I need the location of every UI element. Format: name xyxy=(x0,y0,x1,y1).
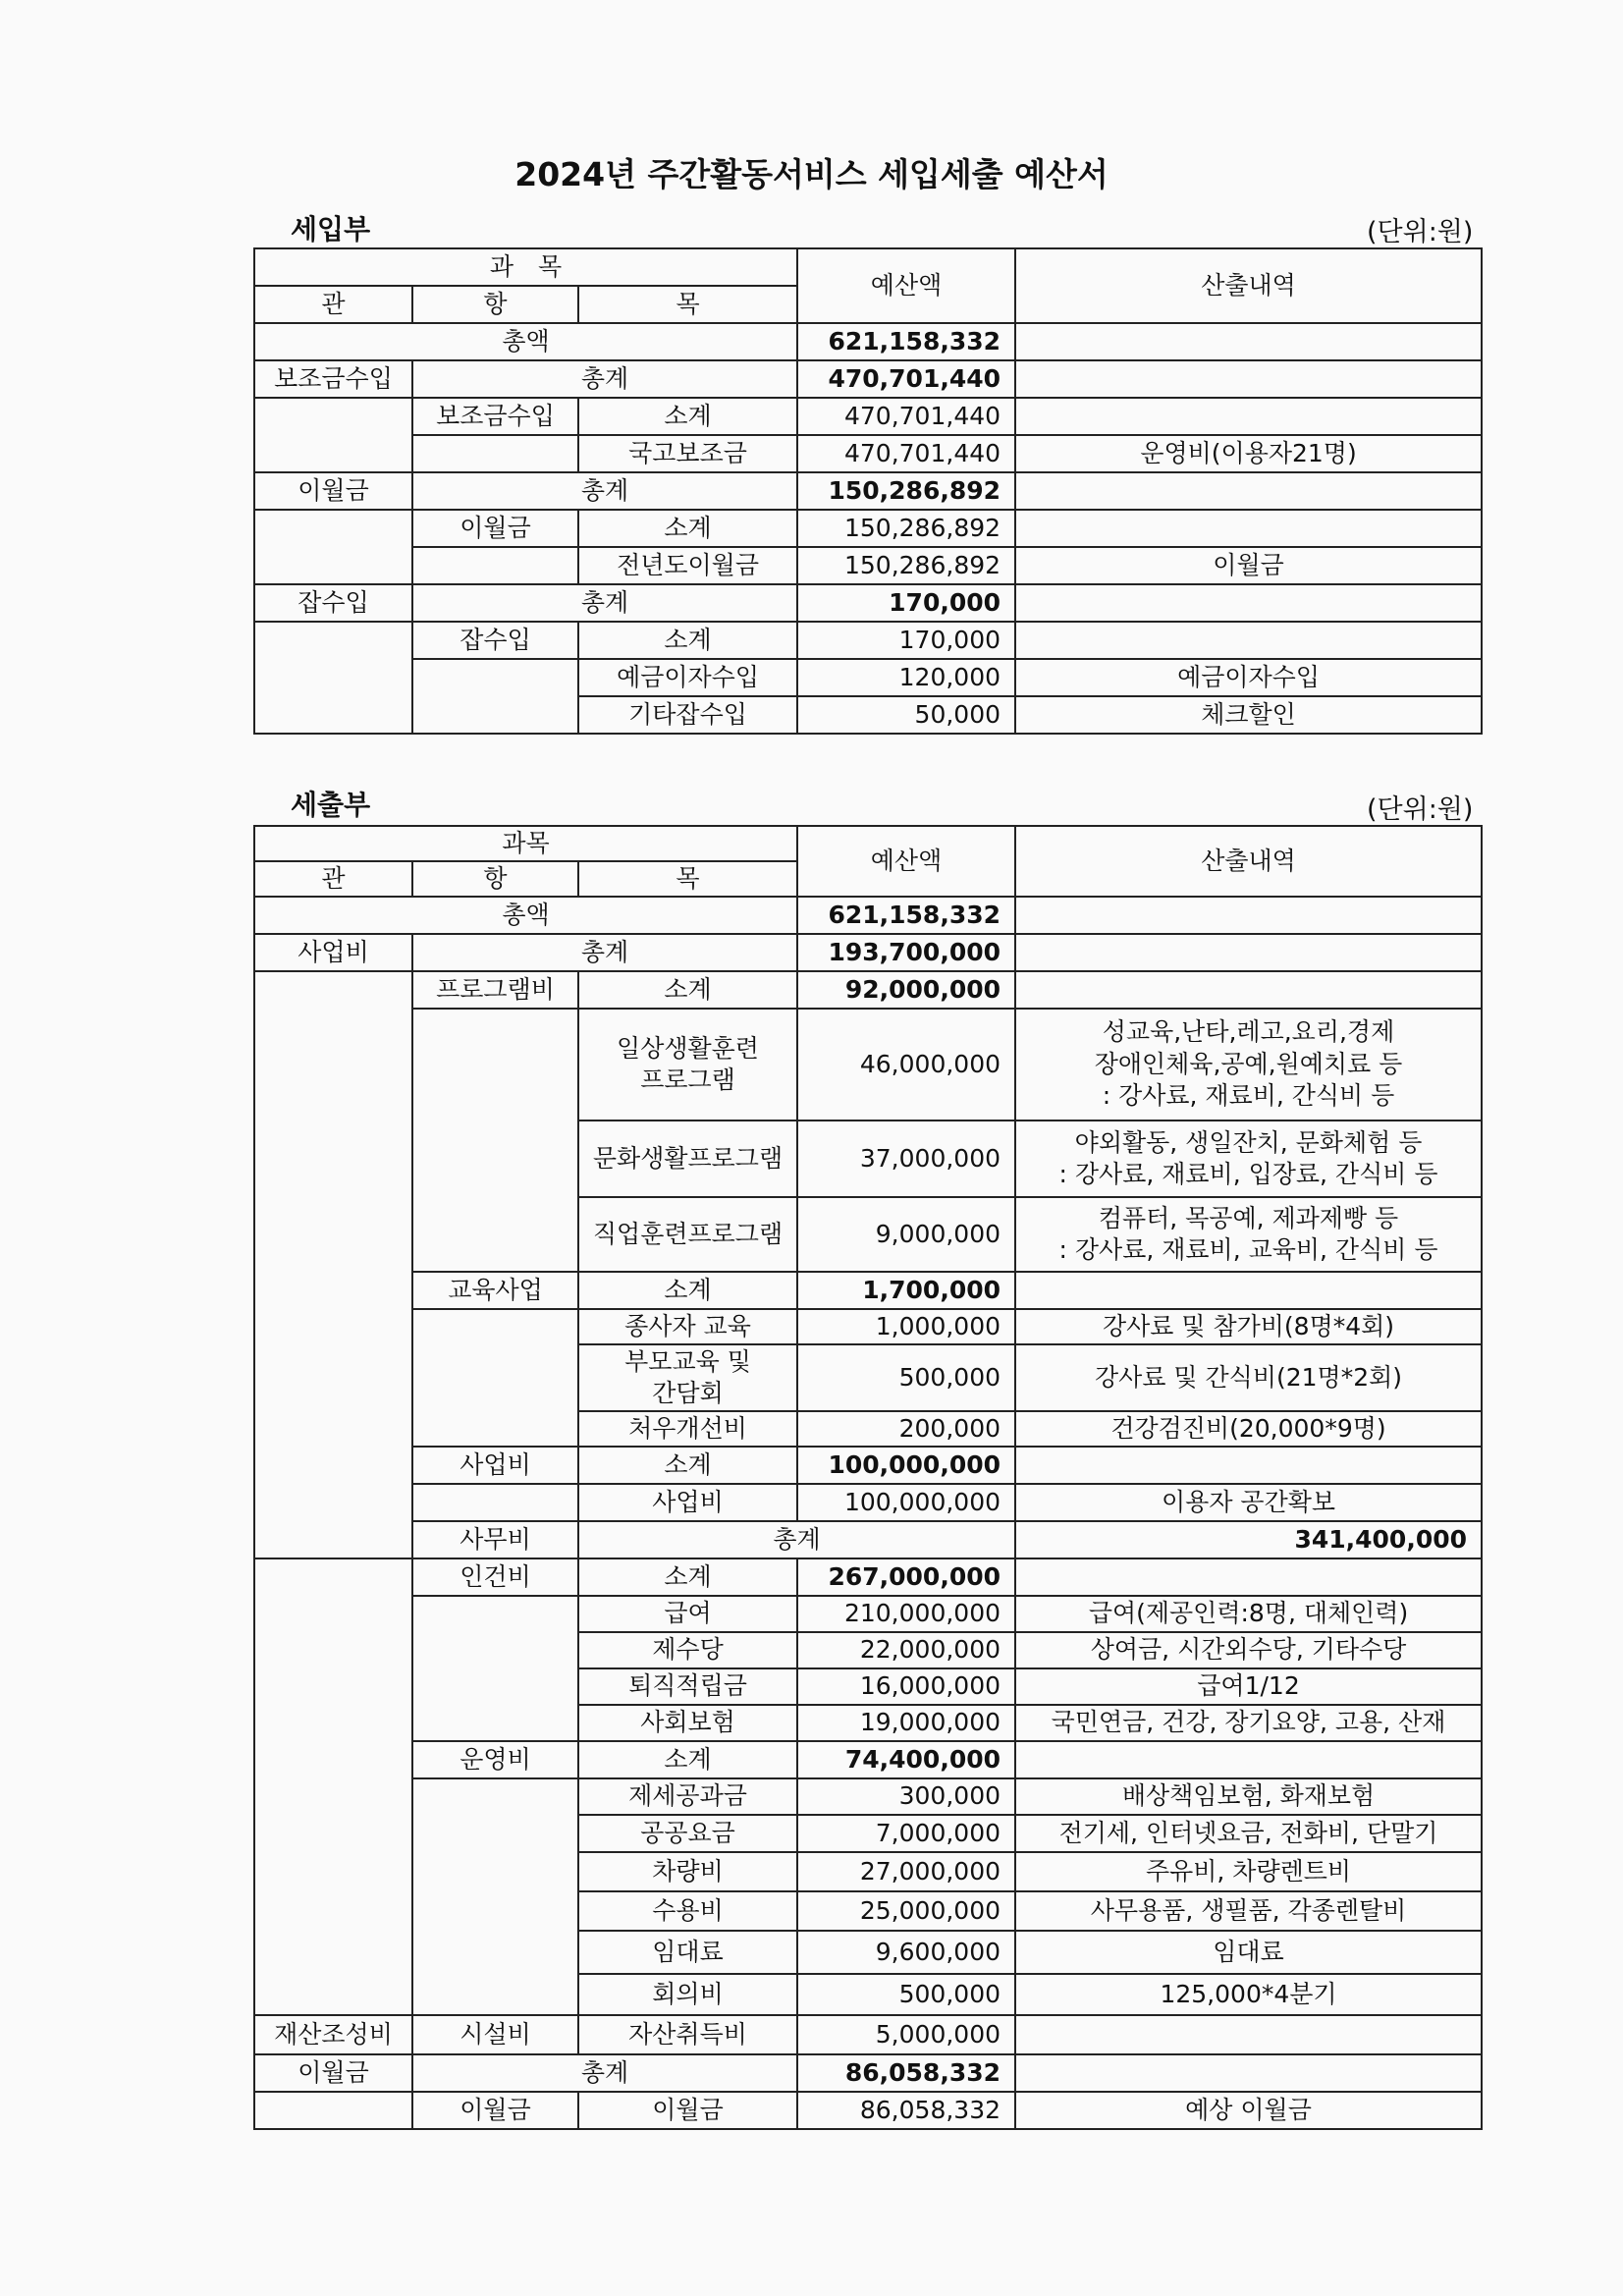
detail-cell: 전기세, 인터넷요금, 전화비, 단말기 xyxy=(1015,1815,1482,1852)
hang-cell: 잡수입 xyxy=(412,622,578,659)
mok-cell: 사업비 xyxy=(578,1484,797,1521)
expense-total-row xyxy=(254,897,1482,934)
amount-cell: 5,000,000 xyxy=(797,2015,1015,2054)
gwan-cell xyxy=(254,510,412,584)
total-label-cell: 총계 xyxy=(412,2054,797,2092)
income-total-detail xyxy=(1015,323,1482,360)
mok-cell: 소계 xyxy=(578,1447,797,1484)
mok-cell: 제세공과금 xyxy=(578,1778,797,1815)
income-total-row xyxy=(254,323,1482,360)
income-amount-header: 예산액 xyxy=(797,248,1015,323)
table-row xyxy=(254,1009,1482,1121)
detail-cell: 국민연금, 건강, 장기요양, 고용, 산재 xyxy=(1015,1705,1482,1741)
table-row xyxy=(254,547,1482,584)
amount-cell: 470,701,440 xyxy=(797,435,1015,472)
detail-cell xyxy=(1015,2054,1482,2092)
expense-mok-header: 목 xyxy=(578,861,797,897)
detail-cell: 이용자 공간확보 xyxy=(1015,1484,1482,1521)
gwan-cell xyxy=(254,971,412,1558)
income-mok-header: 목 xyxy=(578,286,797,323)
table-row xyxy=(254,1447,1482,1484)
hang-cell: 사업비 xyxy=(412,1447,578,1484)
hang-cell: 보조금수입 xyxy=(412,398,578,435)
detail-line: 컴퓨터, 목공예, 제과제빵 등 xyxy=(1098,1203,1399,1232)
mok-cell: 임대료 xyxy=(578,1931,797,1974)
amount-cell: 210,000,000 xyxy=(797,1596,1015,1632)
hang-cell: 교육사업 xyxy=(412,1272,578,1309)
mok-cell: 소계 xyxy=(578,1741,797,1778)
mok-cell: 회의비 xyxy=(578,1974,797,2015)
gwan-cell xyxy=(254,398,412,472)
hang-cell: 시설비 xyxy=(412,2015,578,2054)
detail-cell: 강사료 및 간식비(21명*2회) xyxy=(1015,1344,1482,1411)
income-hang-header: 항 xyxy=(412,286,578,323)
hang-cell xyxy=(412,547,578,584)
mok-cell: 소계 xyxy=(578,1272,797,1309)
detail-cell xyxy=(1015,398,1482,435)
income-header-row xyxy=(254,248,1482,286)
amount-cell: 100,000,000 xyxy=(797,1447,1015,1484)
amount-cell: 27,000,000 xyxy=(797,1852,1015,1891)
amount-cell: 470,701,440 xyxy=(797,360,1015,398)
hang-cell: 운영비 xyxy=(412,1741,578,1778)
amount-cell: 1,700,000 xyxy=(797,1272,1015,1309)
detail-cell: 임대료 xyxy=(1015,1931,1482,1974)
total-label-cell: 총계 xyxy=(412,584,797,622)
detail-line: : 강사료, 재료비, 입장료, 간식비 등 xyxy=(1058,1160,1438,1188)
mok-cell: 자산취득비 xyxy=(578,2015,797,2054)
table-row xyxy=(254,510,1482,547)
detail-cell xyxy=(1015,1009,1482,1121)
amount-cell: 267,000,000 xyxy=(797,1558,1015,1596)
gwan-cell: 재산조성비 xyxy=(254,2015,412,2054)
expense-detail-header: 산출내역 xyxy=(1015,826,1482,897)
mok-line: 일상생활훈련 xyxy=(617,1033,759,1063)
hang-cell: 이월금 xyxy=(412,2092,578,2129)
mok-cell: 이월금 xyxy=(578,2092,797,2129)
expense-hang-header: 항 xyxy=(412,861,578,897)
expense-unit-label: (단위:원) xyxy=(1367,794,1474,825)
detail-cell: 급여1/12 xyxy=(1015,1668,1482,1705)
hang-cell xyxy=(412,435,578,472)
table-row xyxy=(254,1309,1482,1344)
total-label-cell: 총계 xyxy=(412,934,797,971)
amount-cell: 150,286,892 xyxy=(797,472,1015,510)
gwan-cell: 이월금 xyxy=(254,2054,412,2092)
amount-cell: 500,000 xyxy=(797,1974,1015,2015)
amount-cell: 150,286,892 xyxy=(797,547,1015,584)
amount-cell: 46,000,000 xyxy=(797,1009,1015,1121)
document-title: 2024년 주간활동서비스 세입세출 예산서 xyxy=(514,155,1109,193)
detail-cell xyxy=(1015,1197,1482,1272)
amount-cell: 86,058,332 xyxy=(797,2054,1015,2092)
expense-header-row xyxy=(254,826,1482,861)
income-total-label: 총액 xyxy=(254,323,797,360)
detail-cell: 사무용품, 생필품, 각종렌탈비 xyxy=(1015,1891,1482,1931)
table-row xyxy=(254,1596,1482,1632)
detail-cell xyxy=(1015,1741,1482,1778)
table-row xyxy=(254,1558,1482,1596)
table-row xyxy=(254,2092,1482,2129)
table-row xyxy=(254,584,1482,622)
amount-cell: 25,000,000 xyxy=(797,1891,1015,1931)
mok-cell: 공공요금 xyxy=(578,1815,797,1852)
mok-cell: 소계 xyxy=(578,398,797,435)
amount-cell: 16,000,000 xyxy=(797,1668,1015,1705)
detail-cell xyxy=(1015,622,1482,659)
detail-line: 야외활동, 생일잔치, 문화체험 등 xyxy=(1074,1127,1423,1157)
mok-line: 프로그램 xyxy=(640,1066,735,1094)
table-row xyxy=(254,2054,1482,2092)
table-row xyxy=(254,1484,1482,1521)
amount-cell: 19,000,000 xyxy=(797,1705,1015,1741)
expense-gwan-header: 관 xyxy=(254,861,412,897)
mok-cell: 사회보험 xyxy=(578,1705,797,1741)
income-detail-header: 산출내역 xyxy=(1015,248,1482,323)
income-unit-label: (단위:원) xyxy=(1367,217,1474,247)
amount-cell: 200,000 xyxy=(797,1411,1015,1447)
detail-line: 성교육,난타,레고,요리,경제 xyxy=(1102,1017,1395,1047)
mok-cell: 예금이자수입 xyxy=(578,659,797,696)
gwan-cell: 보조금수입 xyxy=(254,360,412,398)
detail-cell: 예금이자수입 xyxy=(1015,659,1482,696)
expense-section-label: 세출부 xyxy=(291,789,371,821)
mok-cell: 소계 xyxy=(578,1558,797,1596)
detail-cell: 운영비(이용자21명) xyxy=(1015,435,1482,472)
detail-cell: 강사료 및 참가비(8명*4회) xyxy=(1015,1309,1482,1344)
detail-cell xyxy=(1015,510,1482,547)
mok-cell: 차량비 xyxy=(578,1852,797,1891)
amount-cell: 341,400,000 xyxy=(1015,1521,1482,1558)
mok-cell: 직업훈련프로그램 xyxy=(578,1197,797,1272)
amount-cell: 22,000,000 xyxy=(797,1632,1015,1668)
amount-cell: 150,286,892 xyxy=(797,510,1015,547)
amount-cell: 92,000,000 xyxy=(797,971,1015,1009)
mok-cell: 급여 xyxy=(578,1596,797,1632)
table-row xyxy=(254,971,1482,1009)
gwan-cell: 사업비 xyxy=(254,934,412,971)
amount-cell: 86,058,332 xyxy=(797,2092,1015,2129)
detail-cell: 이월금 xyxy=(1015,547,1482,584)
mok-cell: 기타잡수입 xyxy=(578,696,797,734)
table-row xyxy=(254,1778,1482,1815)
mok-cell: 전년도이월금 xyxy=(578,547,797,584)
table-row xyxy=(254,934,1482,971)
table-row xyxy=(254,1272,1482,1309)
table-row xyxy=(254,1741,1482,1778)
detail-cell: 체크할인 xyxy=(1015,696,1482,734)
table-row xyxy=(254,2015,1482,2054)
hang-cell: 프로그램비 xyxy=(412,971,578,1009)
detail-cell xyxy=(1015,971,1482,1009)
expense-subject-header: 과목 xyxy=(254,826,797,861)
hang-cell xyxy=(412,1309,578,1447)
gwan-cell: 이월금 xyxy=(254,472,412,510)
detail-cell: 급여(제공인력:8명, 대체인력) xyxy=(1015,1596,1482,1632)
hang-cell: 이월금 xyxy=(412,510,578,547)
detail-line: 장애인체육,공예,원예치료 등 xyxy=(1094,1049,1403,1078)
detail-cell: 상여금, 시간외수당, 기타수당 xyxy=(1015,1632,1482,1668)
hang-cell xyxy=(412,1596,578,1741)
amount-cell: 50,000 xyxy=(797,696,1015,734)
mok-cell: 소계 xyxy=(578,510,797,547)
amount-cell: 100,000,000 xyxy=(797,1484,1015,1521)
table-row xyxy=(254,435,1482,472)
amount-cell: 170,000 xyxy=(797,622,1015,659)
detail-cell: 건강검진비(20,000*9명) xyxy=(1015,1411,1482,1447)
table-row xyxy=(254,1521,1482,1558)
amount-cell: 500,000 xyxy=(797,1344,1015,1411)
detail-cell xyxy=(1015,1558,1482,1596)
table-row xyxy=(254,472,1482,510)
amount-cell: 9,600,000 xyxy=(797,1931,1015,1974)
detail-cell xyxy=(1015,1272,1482,1309)
mok-cell: 처우개선비 xyxy=(578,1411,797,1447)
hang-cell xyxy=(412,1484,578,1521)
hang-cell xyxy=(412,1778,578,2015)
detail-cell xyxy=(1015,934,1482,971)
gwan-cell xyxy=(254,2092,412,2129)
table-row xyxy=(254,398,1482,435)
detail-cell: 125,000*4분기 xyxy=(1015,1974,1482,2015)
detail-line: : 강사료, 재료비, 교육비, 간식비 등 xyxy=(1058,1235,1438,1264)
detail-cell xyxy=(1015,2015,1482,2054)
amount-cell: 74,400,000 xyxy=(797,1741,1015,1778)
mok-cell xyxy=(578,1344,797,1411)
mok-cell: 국고보조금 xyxy=(578,435,797,472)
hang-cell xyxy=(412,1009,578,1272)
gwan-cell xyxy=(254,1558,412,2015)
detail-cell xyxy=(1015,1121,1482,1197)
mok-cell: 제수당 xyxy=(578,1632,797,1668)
mok-cell: 퇴직적립금 xyxy=(578,1668,797,1705)
detail-line: : 강사료, 재료비, 간식비 등 xyxy=(1102,1081,1395,1111)
income-total-amount: 621,158,332 xyxy=(797,323,1015,360)
detail-cell xyxy=(1015,1447,1482,1484)
gwan-cell: 사무비 xyxy=(412,1521,578,1558)
table-row xyxy=(254,659,1482,696)
detail-cell xyxy=(1015,360,1482,398)
detail-cell: 배상책임보험, 화재보험 xyxy=(1015,1778,1482,1815)
mok-line: 간담회 xyxy=(652,1379,724,1407)
mok-line: 부모교육 및 xyxy=(624,1346,751,1376)
detail-cell: 예상 이월금 xyxy=(1015,2092,1482,2129)
income-section-label: 세입부 xyxy=(291,213,371,246)
hang-cell: 인건비 xyxy=(412,1558,578,1596)
total-label-cell: 총계 xyxy=(412,360,797,398)
gwan-cell: 잡수입 xyxy=(254,584,412,622)
income-subject-header: 과 목 xyxy=(254,248,797,286)
amount-cell: 7,000,000 xyxy=(797,1815,1015,1852)
amount-cell: 120,000 xyxy=(797,659,1015,696)
mok-cell: 종사자 교육 xyxy=(578,1309,797,1344)
detail-cell xyxy=(1015,472,1482,510)
hang-cell xyxy=(412,659,578,734)
total-label-cell: 총계 xyxy=(578,1521,1015,1558)
expense-total-amount: 621,158,332 xyxy=(797,897,1015,934)
amount-cell: 470,701,440 xyxy=(797,398,1015,435)
amount-cell: 170,000 xyxy=(797,584,1015,622)
table-row xyxy=(254,622,1482,659)
amount-cell: 1,000,000 xyxy=(797,1309,1015,1344)
detail-cell: 주유비, 차량렌트비 xyxy=(1015,1852,1482,1891)
mok-cell xyxy=(578,1009,797,1121)
mok-cell: 소계 xyxy=(578,971,797,1009)
table-row xyxy=(254,360,1482,398)
expense-table xyxy=(253,825,1483,2130)
amount-cell: 9,000,000 xyxy=(797,1197,1015,1272)
amount-cell: 37,000,000 xyxy=(797,1121,1015,1197)
mok-cell: 수용비 xyxy=(578,1891,797,1931)
total-label-cell: 총계 xyxy=(412,472,797,510)
mok-cell: 문화생활프로그램 xyxy=(578,1121,797,1197)
detail-cell xyxy=(1015,584,1482,622)
income-gwan-header: 관 xyxy=(254,286,412,323)
gwan-cell xyxy=(254,622,412,734)
mok-cell: 소계 xyxy=(578,622,797,659)
expense-total-detail xyxy=(1015,897,1482,934)
amount-cell: 193,700,000 xyxy=(797,934,1015,971)
income-table xyxy=(253,247,1483,735)
amount-cell: 300,000 xyxy=(797,1778,1015,1815)
expense-amount-header: 예산액 xyxy=(797,826,1015,897)
expense-total-label: 총액 xyxy=(254,897,797,934)
